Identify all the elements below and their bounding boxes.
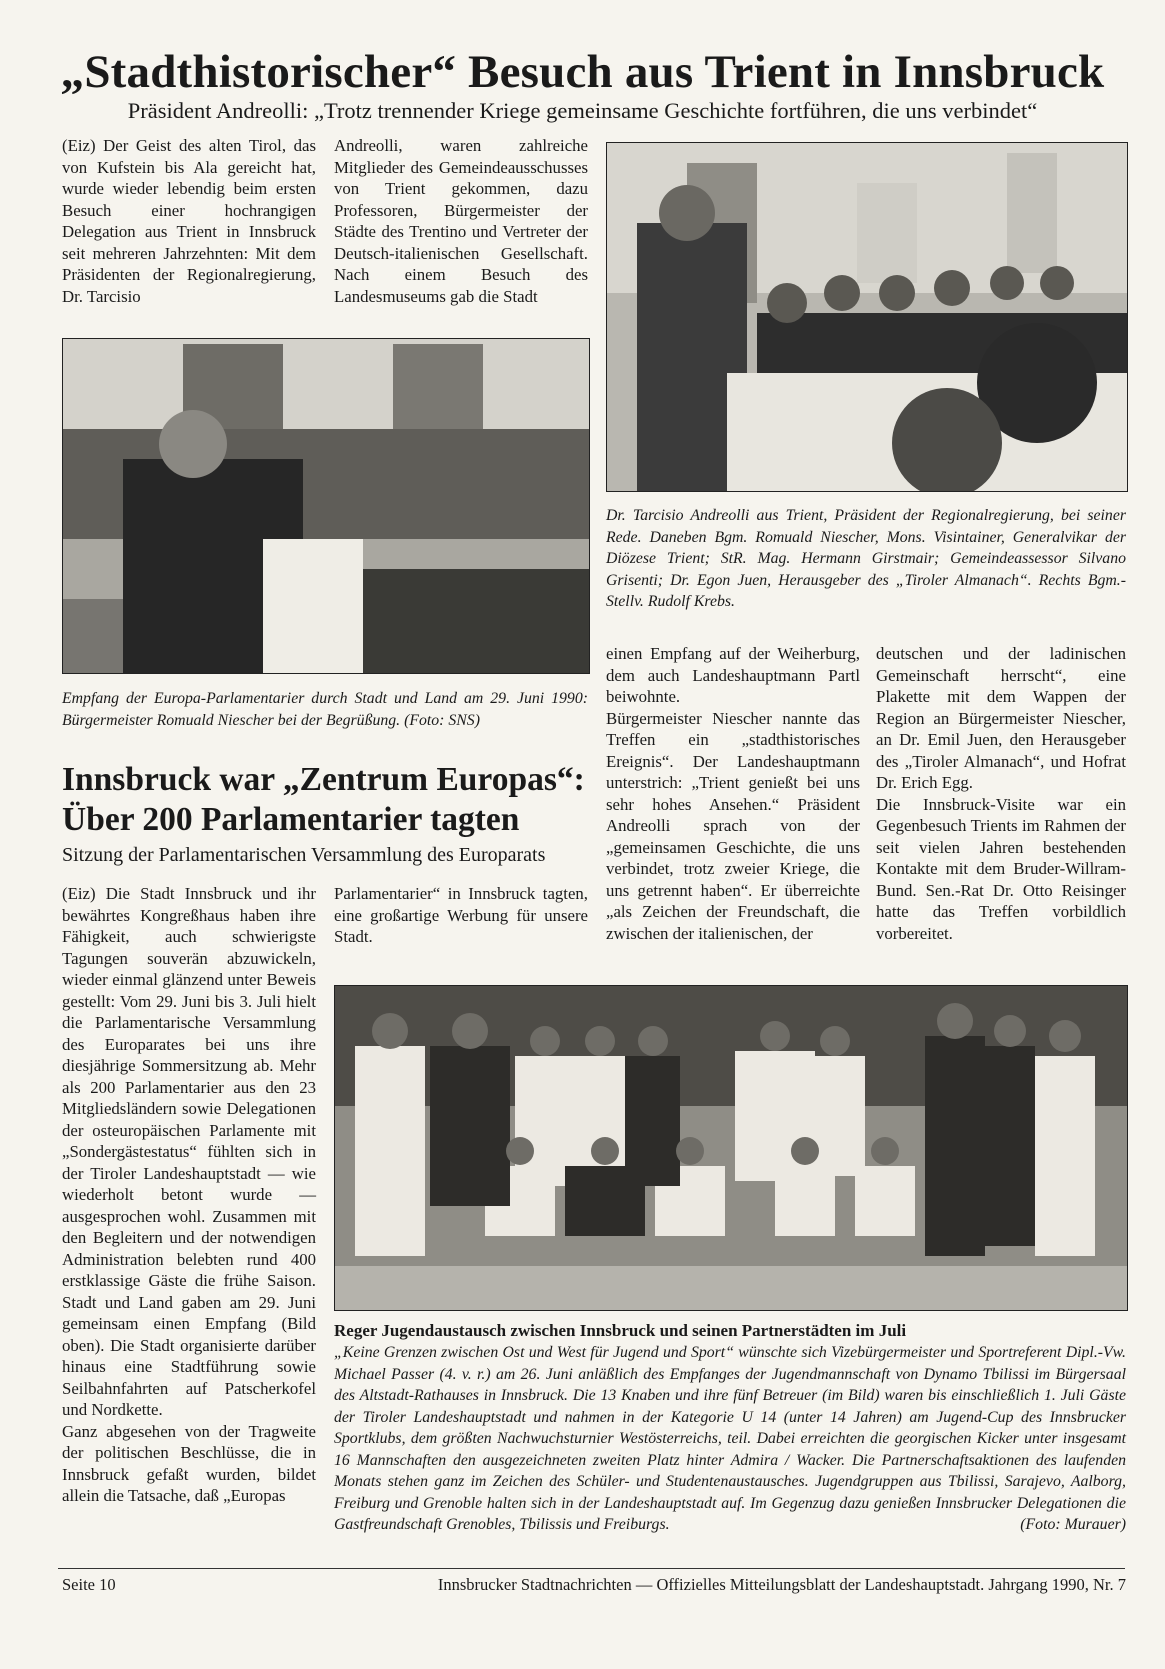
article2-title-line2: Über 200 Parlamentarier tagten <box>62 801 520 838</box>
photo-youth-caption <box>334 1342 1126 1536</box>
article1-col2-text: Andreolli, waren zahlreiche Mitglieder des Gemeindeausschusses von Trient gekommen, dazu Professoren, Bürgermeister der Städte des Trentino und Vertreter der Deutsch-italienischen Gesellschaft. Nach einem Besuch des Landesmuseums gab die Stadt <box>334 136 588 306</box>
article2-col1 <box>62 883 316 1507</box>
footer-publication: Innsbrucker Stadtnachrichten — Offizielles Mitteilungsblatt der Landeshauptstadt. Jahrgang 1990, Nr. 7 <box>437 1575 1126 1594</box>
article1-col4 <box>876 643 1126 944</box>
photo-youth-credit: (Foto: Murauer) <box>1020 1516 1126 1533</box>
article2-subtitle: Sitzung der Parlamentarischen Versammlung des Europarats <box>62 844 546 866</box>
footer-rule <box>58 1568 1125 1569</box>
article1-col1-text: (Eiz) Der Geist des alten Tirol, das von Kufstein bis Ala gereicht hat, wurde wieder lebendig beim ersten Besuch einer hochrangigen Delegation aus Trient in Innsbruck seit mehreren Jahrzehnten: Mit dem Präsidenten der Regionalregierung, Dr. Tarcisio <box>62 136 316 306</box>
photo-youth-caption-text: „Keine Grenzen zwischen Ost und West für Jugend und Sport“ wünschte sich Vizebürgermeister und Sportreferent Dipl.-Vw. Michael Passer (4. v. r.) am 26. Juni anläßlich des Empfanges der Jugendmannschaft von Dynamo Tbilissi im Bürgersaal des Altstadt-Rathauses in Innsbruck. Die 13 Knaben und ihre fünf Betreuer (im Bild) waren bis einschließlich 1. Juli Gäste der Tiroler Landeshauptstadt und nahmen in der Kategorie U 14 (unter 14 Jahren) am Jugend-Cup des Innsbrucker Sportklubs, dem größten Nachwuchsturnier Westösterreichs, teil. Dabei erreichten die georgischen Kicker unter insgesamt 16 Mannschaften den ausgezeichneten zweiten Platz hinter Admira / Wacker. Die Partnerschaftsaktionen des laufenden Monats stehen ganz im Zeichen des Schüler- und Studentenaustausches. Jugendgruppen aus Tbilissi, Sarajevo, Aalborg, Freiburg und Grenoble halten sich in der Landeshauptstadt auf. Im Gegenzug dazu genießen Innsbrucker Delegationen die Gastfreundschaft Grenobles, Tbilissis und Freiburgs. <box>334 1344 1126 1533</box>
article1-col3-text: einen Empfang auf der Weiherburg, dem auch Landeshauptmann Partl beiwohnte. <box>606 644 860 706</box>
article1-col4b-text: Die Innsbruck-Visite war ein Gegenbesuch Trients im Rahmen der seit vielen Jahren bestehenden Kontakte mit dem Bruder-Willram-Bund. Sen.-Rat Dr. Otto Reisinger hatte das Treffen vorbildlich vorbereitet. <box>876 794 1126 943</box>
article2-col1-text: (Eiz) Die Stadt Innsbruck und ihr bewährtes Kongreßhaus haben ihre Fähigkeit, auch schwierigste Tagungen souverän abzuwickeln, wieder einmal glänzend unter Beweis gestellt: Vom 29. Juni bis 3. Juli hielt die Parlamentarische Versammlung des Europarates bei uns ihre diesjährige Sommersitzung ab. Mehr als 200 Parlamentarier aus den 23 Mitgliedsländern sowie Delegationen der osteuropäischen Parlamente mit „Sondergästestatus“ fühlten sich in der Tiroler Landeshauptstadt — wie wiederholt betont wurde — ausgesprochen wohl. Zusammen mit den Begleitern und der notwendigen Administration belebten rund 400 erstklassige Gäste die frühe Saison. Stadt und Land gaben am 29. Juni gemeinsam einen Empfang (Bild oben). Die Stadt organisierte darüber hinaus eine Stadtführung sowie Seilbahnfahrten auf Patscherkofel und Nordkette. <box>62 884 316 1419</box>
photo-dinner-image <box>607 143 1127 491</box>
footer-page-number: Seite 10 <box>62 1575 116 1594</box>
page-headline: „Stadthistorischer“ Besuch aus Trient in Innsbruck <box>60 46 1105 98</box>
photo-youth-title: Reger Jugendaustausch zwischen Innsbruck und seinen Partnerstädten im Juli <box>334 1321 907 1340</box>
article1-col1 <box>62 135 316 307</box>
article2-col2 <box>334 883 588 948</box>
photo-youth-image <box>335 986 1127 1310</box>
photo-youth <box>334 985 1128 1311</box>
photo-dinner-caption: Dr. Tarcisio Andreolli aus Trient, Präsident der Regionalregierung, bei seiner Rede. Daneben Bgm. Romuald Niescher, Mons. Visintainer, Generalvikar der Diözese Trient; StR. Mag. Hermann Girstmair; Gemeindeassessor Silvano Grisenti; Dr. Egon Juen, Herausgeber des „Tiroler Almanach“. Rechts Bgm.-Stellv. Rudolf Krebs. <box>606 507 1126 610</box>
article1-col4-text: deutschen und der ladinischen Gemeinschaft herrscht“, eine Plakette mit dem Wappen der Region an Bürgermeister Niescher, an Dr. Emil Juen, den Herausgeber des „Tiroler Almanach“, und Hofrat Dr. Erich Egg. <box>876 644 1126 792</box>
photo-dinner <box>606 142 1128 492</box>
article1-col3b-text: Bürgermeister Niescher nannte das Treffen ein „stadthistorisches Ereignis“. Der Landeshauptmann unterstrich: „Trient genießt bei uns sehr hohes Ansehen.“ Präsident Andreolli sprach von der „gemeinsamen Geschichte, die uns verbindet, trotz zweier Kriege, die uns getrennt haben“. Er überreichte „als Zeichen der Freundschaft, die zwischen der italienischen, der <box>606 708 860 943</box>
article2-col1b-text: Ganz abgesehen von der Tragweite der politischen Beschlüsse, die in Innsbruck gefaßt wurden, bildet allein die Tatsache, daß „Europas <box>62 1421 316 1505</box>
article2-title-line1: Innsbruck war „Zentrum Europas“: <box>62 761 585 798</box>
article2-col2-text: Parlamentarier“ in Innsbruck tagten, eine großartige Werbung für unsere Stadt. <box>334 884 588 946</box>
article1-col3 <box>606 643 860 944</box>
page-subheadline: Präsident Andreolli: „Trotz trennender Kriege gemeinsame Geschichte fortführen, die uns verbindet“ <box>127 98 1038 123</box>
article1-col2 <box>334 135 588 307</box>
photo-reception <box>62 338 590 674</box>
photo-reception-caption: Empfang der Europa-Parlamentarier durch Stadt und Land am 29. Juni 1990: Bürgermeister Romuald Niescher bei der Begrüßung. (Foto: SNS) <box>62 690 588 729</box>
photo-reception-image <box>63 339 589 673</box>
